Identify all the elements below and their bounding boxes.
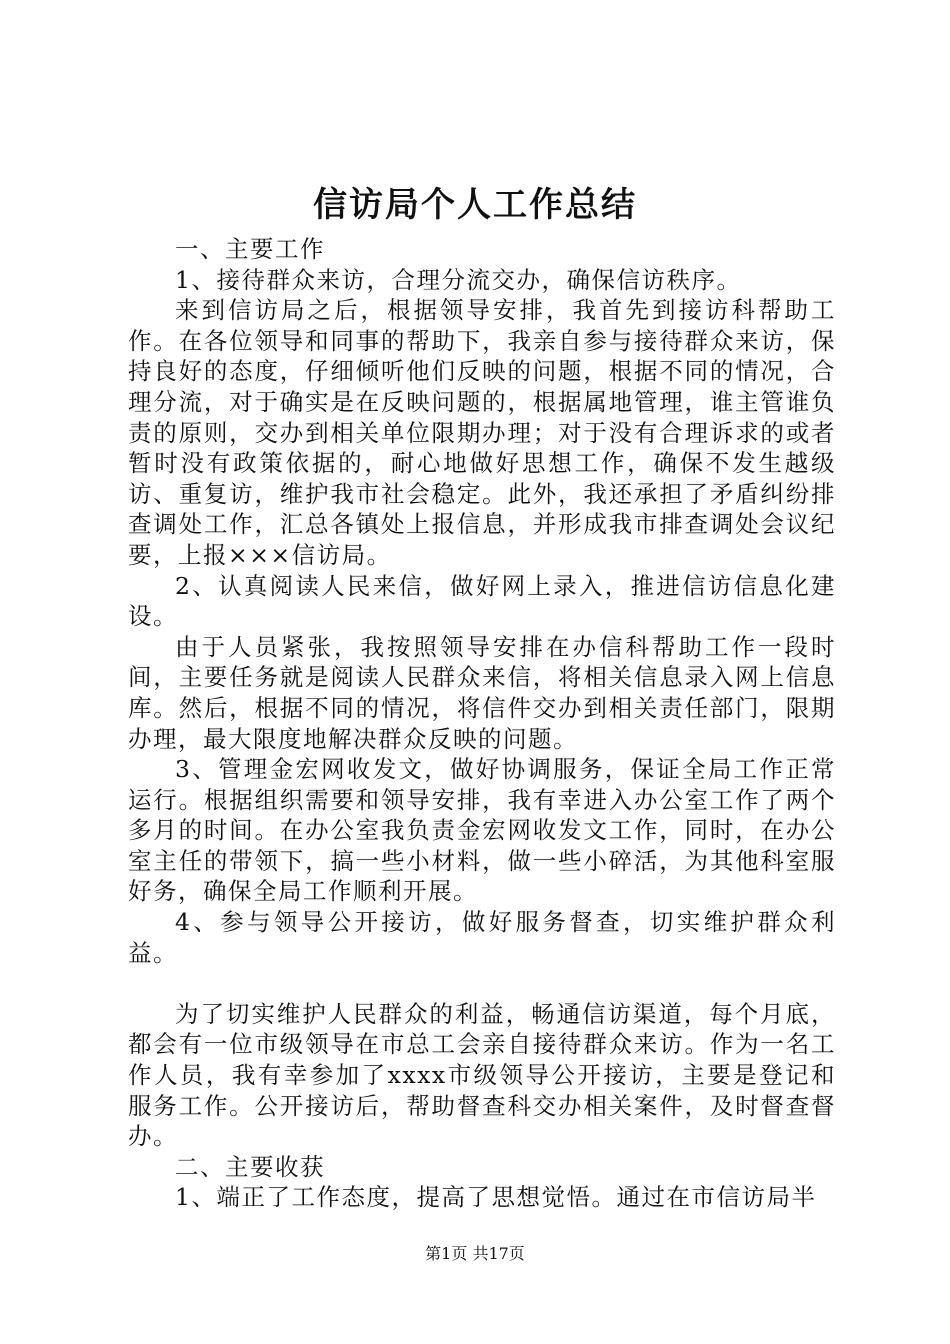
item-paragraph: 1、端正了工作态度，提高了思想觉悟。通过在市信访局半 [175, 1183, 817, 1212]
paragraph: 由于人员紧张，我按照领导安排在办信科帮助工作一段时间，主要任务就是阅读人民群众来信，将相关信息录入网上信息库。然后，根据不同的情况，将信件交办到相关责任部门，限期办理，最大限度地解决群众反映的问题。 [128, 632, 836, 753]
section-heading: 二、主要收获 [175, 1152, 325, 1181]
paragraph: 来到信访局之后，根据领导安排，我首先到接访科帮助工作。在各位领导和同事的帮助下，我亲自参与接待群众来访，保持良好的态度，仔细倾听他们反映的问题，根据不同的情况，合理分流，对于确实是在反映问题的，根据属地管理，谁主管谁负责的原则，交办到相关单位限期办理；对于没有合理诉求的或者暂时没有政策依据的，耐心地做好思想工作，确保不发生越级访、重复访，维护我市社会稳定。此外，我还承担了矛盾纠纷排查调处工作，汇总各镇处上报信息，并形成我市排查调处会议纪要，上报×××信访局。 [128, 296, 836, 569]
document-title: 信访局个人工作总结 [313, 185, 637, 225]
paragraph: 为了切实维护人民群众的利益，畅通信访渠道，每个月底，都会有一位市级领导在市总工会亲自接待群众来访。作为一名工作人员，我有幸参加了xxxx市级领导公开接访，主要是登记和服务工作。公开接访后，帮助督查科交办相关案件，及时督查督办。 [128, 999, 836, 1151]
section-heading: 一、主要工作 [175, 235, 325, 263]
item-paragraph: 3、管理金宏网收发文，做好协调服务，保证全局工作正常运行。根据组织需要和领导安排，我有幸进入办公室工作了两个多月的时间。在办公室我负责金宏网收发文工作，同时，在办公室主任的带领下，搞一些小材料，做一些小碎活，为其他科室服好务，确保全局工作顺利开展。 [128, 755, 836, 906]
document-body [128, 234, 836, 1213]
page-footer: 第1页 共17页 [425, 1244, 525, 1263]
item-heading: 2、认真阅读人民来信，做好网上录入，推进信访信息化建设。 [128, 571, 836, 631]
item-heading: 1、接待群众来访，合理分流交办，确保信访秩序。 [175, 265, 742, 294]
item-heading: 4、参与领导公开接访，做好服务督查，切实维护群众利益。 [128, 908, 836, 967]
